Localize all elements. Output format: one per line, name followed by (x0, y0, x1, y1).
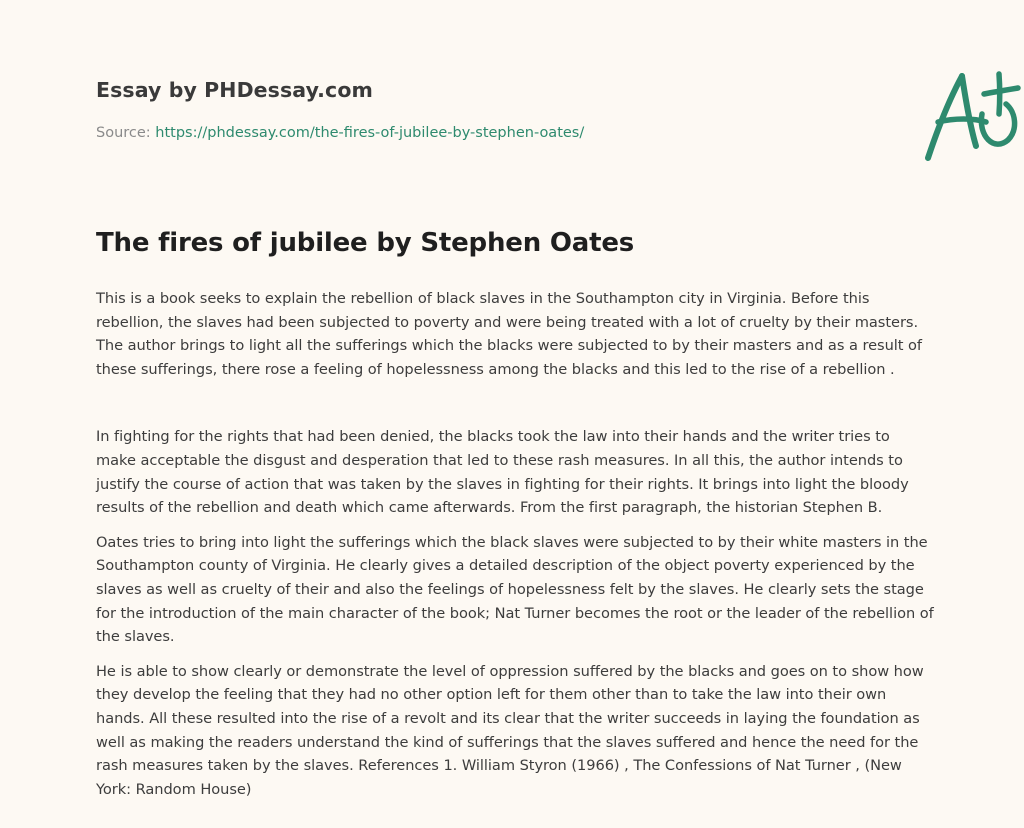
a-plus-logo-icon (920, 66, 1024, 166)
source-link[interactable]: https://phdessay.com/the-fires-of-jubilee-by-stephen-oates/ (155, 125, 585, 141)
essay-paragraph: Oates tries to bring into light the sufferings which the black slaves were subjected to by their white masters in the Southampton county of Virginia. He clearly gives a detailed description of the object poverty experienced by the slaves as well as cruelty of their and also the feelings of hopelessness felt by the slaves. He clearly sets the stage for the introduction of the main character of the book; Nat Turner becomes the root or the leader of the rebellion of the slaves. (96, 533, 934, 646)
essay-paragraph: This is a book seeks to explain the rebellion of black slaves in the Southampton city in Virginia. Before this rebellion, the slaves had been subjected to poverty and were being treated with a lot of cruelty by their masters. The author brings to light all the sufferings which the blacks were subjected to by their masters and as a result of these sufferings, there rose a feeling of hopelessness among the blacks and this led to the rise of a rebellion . (96, 290, 922, 378)
essay-paragraph: He is able to show clearly or demonstrate the level of oppression suffered by the blacks and goes on to show how they develop the feeling that they had no other option left for them other than to take the law into their own hands. All these resulted into the rise of a revolt and its clear that the writer succeeds in laying the foundation as well as making the readers understand the kind of sufferings that the slaves suffered and hence the need for the rash measures taken by the slaves. References 1. William Styron (1966) , The Confessions of Nat Turner , (New York: Random House) (96, 662, 924, 798)
source-line (96, 125, 584, 141)
site-title: Essay by PHDessay.com (96, 78, 373, 102)
essay-paragraph: In fighting for the rights that had been denied, the blacks took the law into their hands and the writer tries to make acceptable the disgust and desperation that led to these rash measures. In all this, the author intends to justify the course of action that was taken by the slaves in fighting for their rights. It brings into light the bloody results of the rebellion and death which came afterwards. From the first paragraph, the historian Stephen B. (96, 428, 909, 517)
essay-title: The fires of jubilee by Stephen Oates (96, 228, 635, 258)
essay-body (96, 287, 934, 812)
source-label: Source: (96, 125, 151, 141)
